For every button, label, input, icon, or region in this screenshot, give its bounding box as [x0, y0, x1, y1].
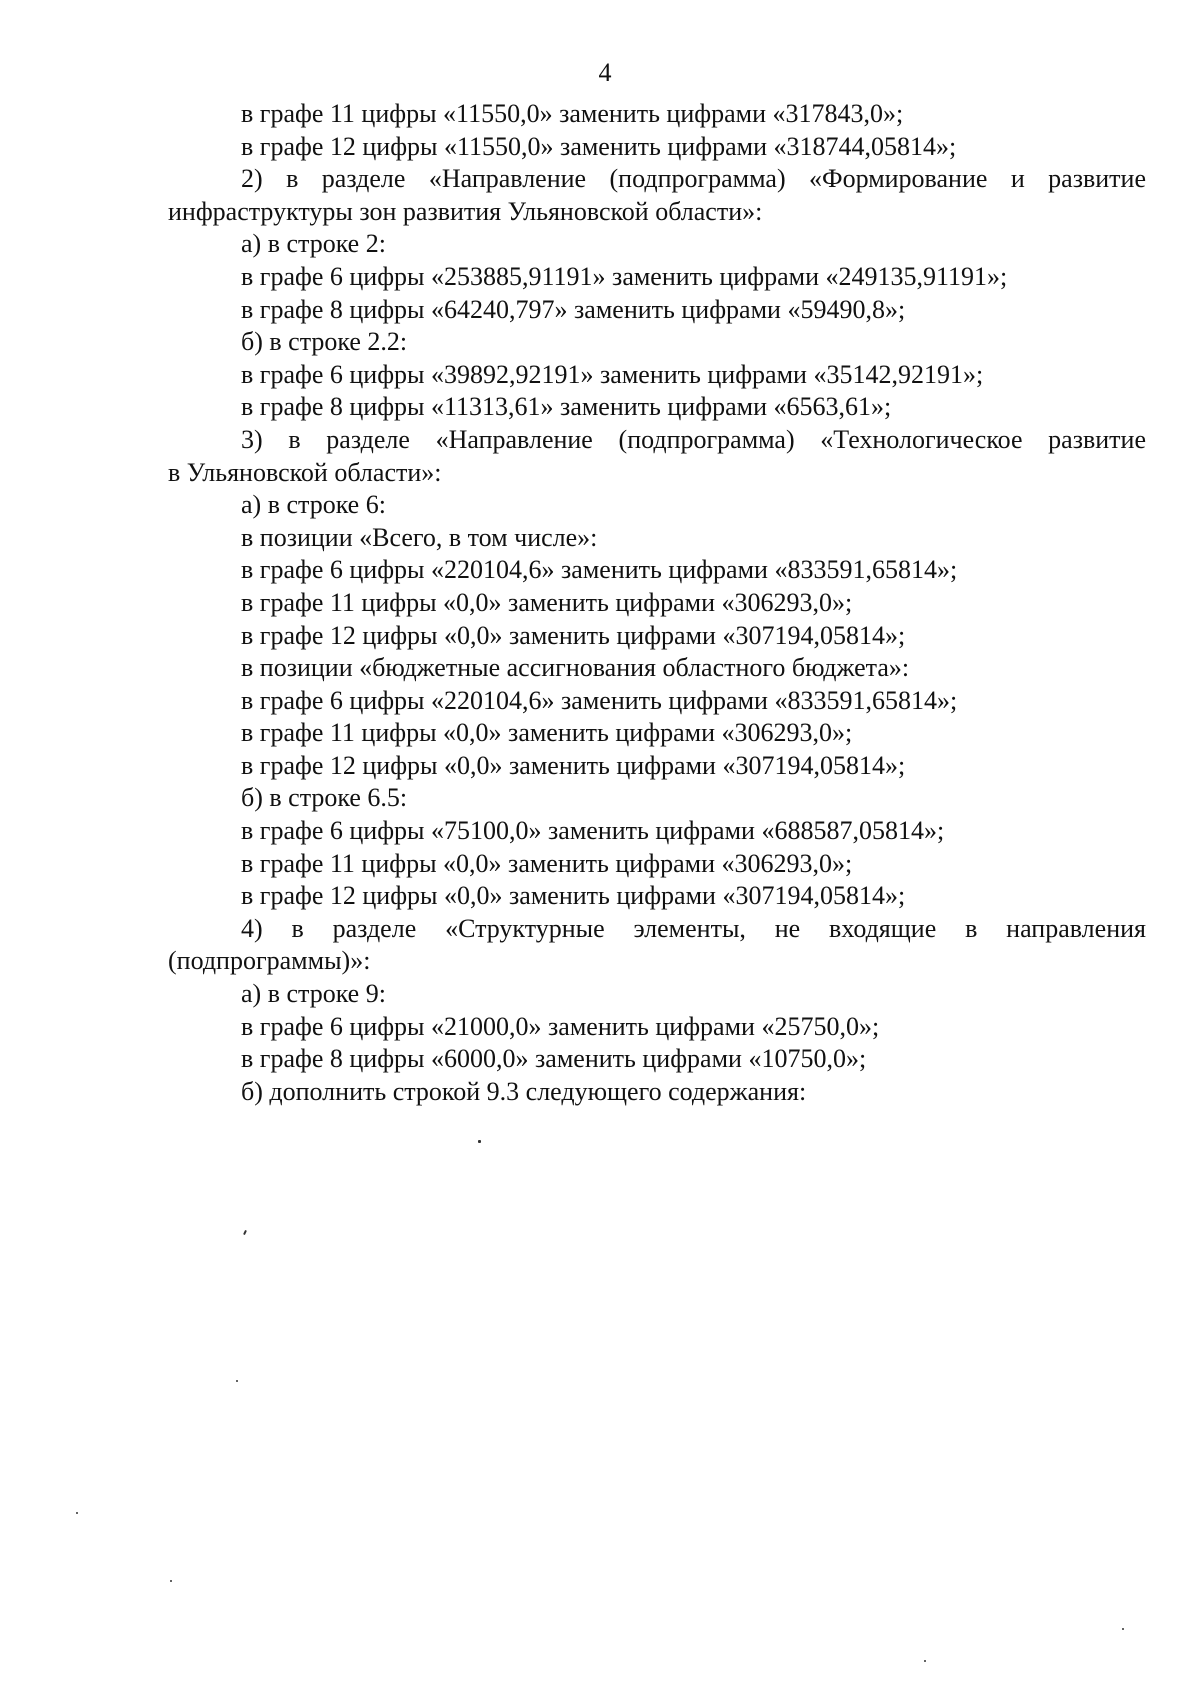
scan-speck — [243, 1230, 247, 1235]
text-line: в графе 12 цифры «0,0» заменить цифрами «307194,05814»; — [241, 881, 906, 911]
text-line: в графе 6 цифры «21000,0» заменить цифрами «25750,0»; — [241, 1011, 880, 1041]
document-body — [168, 98, 1146, 1108]
scan-speck — [236, 1380, 238, 1382]
scan-speck — [1122, 1628, 1124, 1630]
text-line: в графе 8 цифры «6000,0» заменить цифрами «10750,0»; — [241, 1044, 867, 1074]
text-line: 4) в разделе «Структурные элементы, не входящие в направления — [241, 913, 1146, 943]
text-line: в графе 8 цифры «64240,797» заменить цифрами «59490,8»; — [241, 294, 906, 324]
text-line: а) в строке 9: — [241, 979, 386, 1009]
text-line: в графе 11 цифры «0,0» заменить цифрами «306293,0»; — [241, 848, 853, 878]
text-line: в позиции «бюджетные ассигнования областного бюджета»: — [241, 653, 910, 683]
text-line: в графе 6 цифры «220104,6» заменить цифрами «833591,65814»; — [241, 685, 958, 715]
text-line: (подпрограммы)»: — [168, 946, 371, 976]
text-line: 3) в разделе «Направление (подпрограмма) «Технологическое развитие — [241, 424, 1146, 454]
scan-speck — [478, 1140, 481, 1143]
text-line: в графе 6 цифры «253885,91191» заменить цифрами «249135,91191»; — [241, 261, 1008, 291]
text-line: в графе 12 цифры «11550,0» заменить цифрами «318744,05814»; — [241, 131, 957, 161]
scan-speck — [170, 1580, 172, 1582]
text-line: инфраструктуры зон развития Ульяновской области»: — [168, 196, 763, 226]
text-line: в позиции «Всего, в том числе»: — [241, 522, 598, 552]
text-line: б) дополнить строкой 9.3 следующего содержания: — [241, 1076, 807, 1106]
text-line: в графе 12 цифры «0,0» заменить цифрами «307194,05814»; — [241, 750, 906, 780]
text-line: б) в строке 2.2: — [241, 327, 408, 357]
text-line: в графе 6 цифры «220104,6» заменить цифрами «833591,65814»; — [241, 555, 958, 585]
text-line: а) в строке 6: — [241, 490, 386, 520]
text-line: в графе 6 цифры «75100,0» заменить цифрами «688587,05814»; — [241, 816, 945, 846]
text-line: б) в строке 6.5: — [241, 783, 408, 813]
text-line: в графе 6 цифры «39892,92191» заменить цифрами «35142,92191»; — [241, 359, 984, 389]
text-line: в Ульяновской области»: — [168, 457, 442, 487]
text-line: в графе 11 цифры «0,0» заменить цифрами «306293,0»; — [241, 718, 853, 748]
scan-speck — [76, 1512, 78, 1514]
text-line: в графе 11 цифры «0,0» заменить цифрами «306293,0»; — [241, 587, 853, 617]
scan-speck — [924, 1660, 926, 1662]
text-line: а) в строке 2: — [241, 229, 386, 259]
text-line: в графе 8 цифры «11313,61» заменить цифрами «6563,61»; — [241, 392, 892, 422]
text-line: в графе 11 цифры «11550,0» заменить цифрами «317843,0»; — [241, 99, 904, 128]
text-line: 2) в разделе «Направление (подпрограмма) «Формирование и развитие — [241, 164, 1146, 194]
text-line: в графе 12 цифры «0,0» заменить цифрами «307194,05814»; — [241, 620, 906, 650]
page-number: 4 — [598, 58, 612, 87]
